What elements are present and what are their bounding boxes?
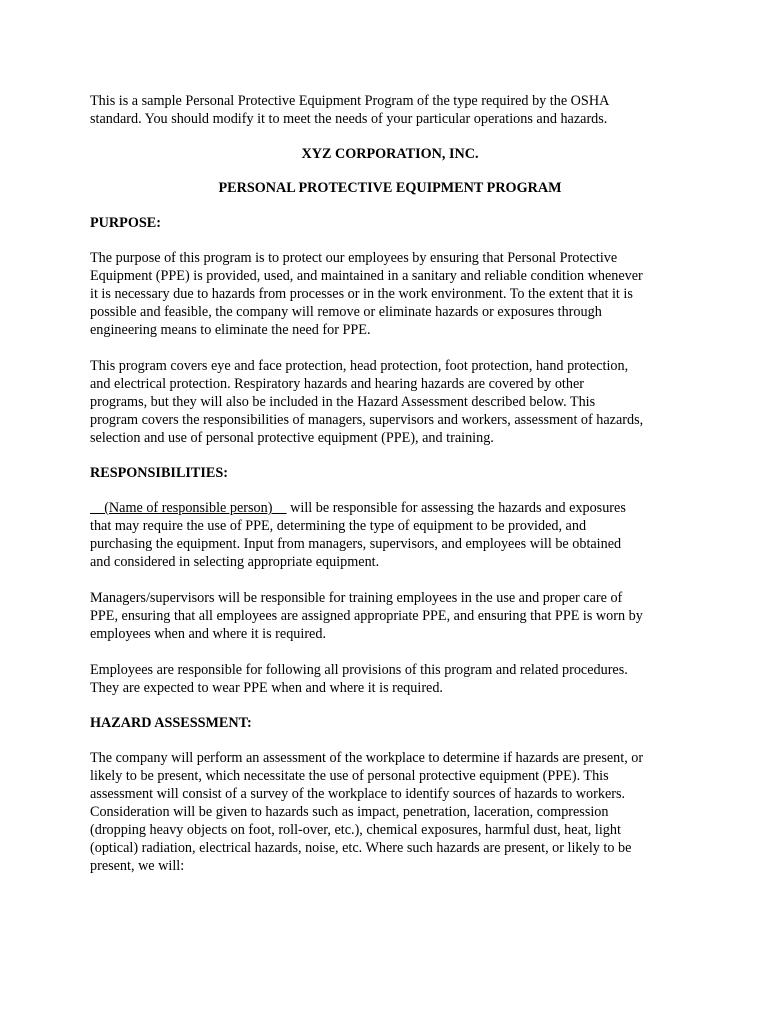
purpose-line: programs, but they will also be included in the Hazard Assessment described below. This (90, 394, 596, 410)
purpose-line: The purpose of this program is to protect our employees by ensuring that Personal Protective (90, 250, 618, 266)
responsibilities-line-text: will be responsible for assessing the hazards and exposures (286, 500, 626, 516)
intro-line: This is a sample Personal Protective Equipment Program of the type required by the OSHA (90, 93, 610, 109)
responsibilities-line: purchasing the equipment. Input from managers, supervisors, and employees will be obtained (90, 536, 622, 552)
responsibilities-paragraph-3 (90, 661, 690, 697)
document-page (90, 92, 690, 875)
hazard-assessment-line: The company will perform an assessment of the workplace to determine if hazards are present, or (90, 750, 644, 766)
responsibilities-heading: RESPONSIBILITIES: (90, 465, 228, 481)
hazard-assessment-line: assessment will consist of a survey of the workplace to identify sources of hazards to workers. (90, 786, 626, 802)
intro-paragraph (90, 92, 690, 128)
hazard-assessment-line: likely to be present, which necessitate the use of personal protective equipment (PPE). This (90, 768, 609, 784)
company-name: XYZ CORPORATION, INC. (301, 146, 479, 162)
responsibilities-line: Managers/supervisors will be responsible for training employees in the use and proper care of (90, 590, 623, 606)
hazard-assessment-line: Consideration will be given to hazards such as impact, penetration, laceration, compression (90, 804, 609, 820)
responsible-person-blank: (Name of responsible person) (90, 500, 287, 516)
responsibilities-line: that may require the use of PPE, determining the type of equipment to be provided, and (90, 518, 587, 534)
responsibilities-line: PPE, ensuring that all employees are assigned appropriate PPE, and ensuring that PPE is worn by (90, 608, 643, 624)
responsibilities-paragraph-2 (90, 589, 690, 643)
responsibilities-line: Employees are responsible for following all provisions of this program and related procedures. (90, 662, 628, 678)
hazard-assessment-heading: HAZARD ASSESSMENT: (90, 715, 252, 731)
responsibilities-line: and considered in selecting appropriate equipment. (90, 554, 380, 570)
responsibilities-line (90, 499, 690, 517)
hazard-assessment-line: (optical) radiation, electrical hazards, noise, etc. Where such hazards are present, or likely to be (90, 840, 632, 856)
hazard-assessment-line: present, we will: (90, 858, 185, 874)
responsibilities-paragraph-1 (90, 499, 690, 571)
purpose-line: engineering means to eliminate the need for PPE. (90, 322, 371, 338)
purpose-line: Equipment (PPE) is provided, used, and maintained in a sanitary and reliable condition whenever (90, 268, 643, 284)
hazard-assessment-paragraph-1 (90, 749, 690, 875)
purpose-line: program covers the responsibilities of managers, supervisors and workers, assessment of hazards, (90, 412, 644, 428)
responsibilities-line: employees when and where it is required. (90, 626, 326, 642)
purpose-line: This program covers eye and face protection, head protection, foot protection, hand protection, (90, 358, 629, 374)
hazard-assessment-line: (dropping heavy objects on foot, roll-over, etc.), chemical exposures, harmful dust, heat, light (90, 822, 621, 838)
purpose-paragraph-2 (90, 357, 690, 447)
intro-line: standard. You should modify it to meet the needs of your particular operations and hazards. (90, 111, 608, 127)
purpose-line: possible and feasible, the company will remove or eliminate hazards or exposures through (90, 304, 602, 320)
responsibilities-line: They are expected to wear PPE when and where it is required. (90, 680, 443, 696)
program-title: PERSONAL PROTECTIVE EQUIPMENT PROGRAM (218, 180, 562, 196)
purpose-line: and electrical protection. Respiratory hazards and hearing hazards are covered by other (90, 376, 584, 392)
purpose-paragraph-1 (90, 249, 690, 339)
purpose-line: it is necessary due to hazards from processes or in the work environment. To the extent that it is (90, 286, 633, 302)
purpose-heading: PURPOSE: (90, 215, 161, 231)
purpose-line: selection and use of personal protective equipment (PPE), and training. (90, 430, 494, 446)
